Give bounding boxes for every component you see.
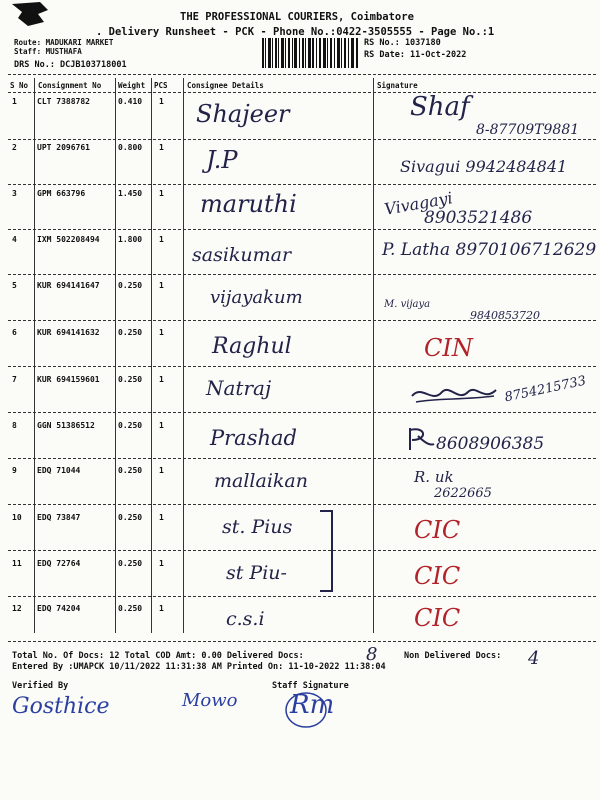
staff-signature-label: Staff Signature (272, 681, 349, 691)
row-8-sno: 8 (12, 421, 17, 430)
company-title: THE PROFESSIONAL COURIERS, Coimbatore (180, 11, 414, 23)
row-12-consignment: EDQ 74204 (37, 604, 81, 613)
row-5-consignee: vijayakum (210, 287, 303, 308)
drs-number: DRS No.: DCJB103718001 (14, 60, 127, 70)
row-6-consignee: Raghul (212, 334, 292, 359)
row-6-consignment: KUR 694141632 (37, 328, 100, 337)
rs-number: RS No.: 1037180 (364, 38, 441, 48)
verified-by-signature: Gosthice (12, 694, 110, 719)
row-11-consignee: st Piu- (226, 562, 287, 584)
row-7-weight: 0.250 (118, 375, 143, 384)
row-12-signature: CIC (414, 604, 461, 632)
row-3-phone: 8903521486 (424, 208, 533, 228)
row-3-sno: 3 (12, 189, 17, 198)
row-1-sno: 1 (12, 97, 17, 106)
row-10-signature: CIC (414, 516, 461, 544)
row-rule (8, 641, 596, 642)
runsheet-subtitle: . Delivery Runsheet - PCK - Phone No.:0422-3505555 - Page No.:1 (96, 26, 495, 38)
row-3-consignment: GPM 663796 (37, 189, 86, 198)
row-1-consignee: Shajeer (196, 100, 290, 128)
row-3-signature: Vivagayi (382, 188, 455, 219)
row-2-weight: 0.800 (118, 143, 143, 152)
hand-bracket (318, 508, 338, 594)
row-7-scribble-signature (410, 382, 500, 408)
row-5-pcs: 1 (159, 281, 164, 290)
row-12-pcs: 1 (159, 604, 164, 613)
row-7-consignee: Natraj (206, 376, 272, 400)
row-10-consignee: st. Pius (222, 516, 293, 538)
row-8-weight: 0.250 (118, 421, 143, 430)
middle-signature: Mowo (182, 690, 238, 711)
row-5-weight: 0.250 (118, 281, 143, 290)
row-11-pcs: 1 (159, 559, 164, 568)
row-8-consignee: Prashad (210, 426, 297, 450)
row-9-signature: R. uk (414, 468, 454, 486)
row-7-pcs: 1 (159, 375, 164, 384)
row-2-consignee: J.P (206, 146, 238, 174)
col-header-weight: Weight (118, 81, 146, 90)
row-5-phone: 9840853720 (470, 309, 540, 322)
row-rule (8, 458, 596, 459)
ink-blot (10, 0, 50, 30)
row-2-signature: Sivagui 9942484841 (400, 157, 568, 176)
row-10-sno: 10 (12, 513, 22, 522)
col-header-signature: Signature (377, 81, 418, 90)
row-11-sno: 11 (12, 559, 22, 568)
footer-entered-by: Entered By :UMAPCK 10/11/2022 11:31:38 AM Printed On: 11-10-2022 11:38:04 (12, 662, 386, 672)
row-9-consignment: EDQ 71044 (37, 466, 81, 475)
header-top-rule (8, 74, 596, 75)
verified-by-label: Verified By (12, 681, 69, 691)
row-8-phone: 8608906385 (436, 434, 545, 454)
row-12-weight: 0.250 (118, 604, 143, 613)
footer-totals: Total No. Of Docs: 12 Total COD Amt: 0.00 Delivered Docs: (12, 651, 304, 661)
row-4-sno: 4 (12, 235, 17, 244)
row-1-weight: 0.410 (118, 97, 143, 106)
row-rule (8, 504, 596, 505)
row-10-weight: 0.250 (118, 513, 143, 522)
row-4-consignee: sasikumar (192, 244, 292, 266)
row-1-signature: Shaf (410, 92, 470, 122)
staff-signature: Rm (290, 690, 335, 720)
row-1-consignment: CLT 7388782 (37, 97, 90, 106)
row-8-pcs: 1 (159, 421, 164, 430)
row-1-pcs: 1 (159, 97, 164, 106)
row-1-phone: 8-87709T9881 (476, 122, 580, 138)
row-6-sno: 6 (12, 328, 17, 337)
row-6-weight: 0.250 (118, 328, 143, 337)
col-header-sno: S No (10, 81, 29, 90)
row-rule (8, 229, 596, 230)
footer-non-delivered-label: Non Delivered Docs: (404, 651, 502, 661)
row-rule (8, 550, 596, 551)
row-6-pcs: 1 (159, 328, 164, 337)
row-9-consignee: mallaikan (214, 470, 308, 492)
col-header-consignment: Consignment No (38, 81, 102, 90)
row-8-signature-mark (404, 424, 436, 454)
row-3-weight: 1.450 (118, 189, 143, 198)
row-4-weight: 1.800 (118, 235, 143, 244)
row-rule (8, 366, 596, 367)
row-5-consignment: KUR 694141647 (37, 281, 100, 290)
row-12-sno: 12 (12, 604, 22, 613)
staff-label: Staff: MUSTHAFA (14, 47, 82, 56)
row-3-pcs: 1 (159, 189, 164, 198)
row-9-pcs: 1 (159, 466, 164, 475)
row-12-consignee: c.s.i (226, 608, 265, 630)
row-4-signature: P. Latha 8970106712629 (382, 240, 597, 260)
header-bottom-rule (8, 92, 596, 93)
row-2-pcs: 1 (159, 143, 164, 152)
footer-delivered-count: 8 (366, 644, 378, 665)
route-label: Route: MADUKARI MARKET (14, 38, 114, 47)
row-6-signature: CIN (424, 334, 473, 362)
row-11-weight: 0.250 (118, 559, 143, 568)
barcode (262, 38, 360, 68)
row-8-consignment: GGN 51386512 (37, 421, 95, 430)
row-10-consignment: EDQ 73847 (37, 513, 81, 522)
row-9-weight: 0.250 (118, 466, 143, 475)
row-3-consignee: maruthi (200, 190, 297, 218)
row-5-signature: M. vijaya (384, 299, 431, 310)
row-2-consignment: UPT 2096761 (37, 143, 90, 152)
staff-signature-loop (284, 690, 330, 732)
row-11-consignment: EDQ 72764 (37, 559, 81, 568)
footer-non-delivered-count: 4 (528, 648, 540, 669)
col-header-pcs: PCS (154, 81, 168, 90)
row-7-sno: 7 (12, 375, 17, 384)
row-4-consignment: IXM 502208494 (37, 235, 100, 244)
row-rule (8, 139, 596, 140)
row-rule (8, 274, 596, 275)
row-4-pcs: 1 (159, 235, 164, 244)
row-11-signature: CIC (414, 562, 461, 590)
row-rule (8, 412, 596, 413)
row-rule (8, 184, 596, 185)
row-9-sno: 9 (12, 466, 17, 475)
row-7-phone: 8754215733 (503, 373, 588, 406)
col-header-consignee: Consignee Details (187, 81, 264, 90)
row-9-phone: 2622665 (434, 486, 492, 501)
row-10-pcs: 1 (159, 513, 164, 522)
row-2-sno: 2 (12, 143, 17, 152)
row-7-consignment: KUR 694159601 (37, 375, 100, 384)
row-5-sno: 5 (12, 281, 17, 290)
rs-date: RS Date: 11-Oct-2022 (364, 50, 467, 60)
row-rule (8, 596, 596, 597)
